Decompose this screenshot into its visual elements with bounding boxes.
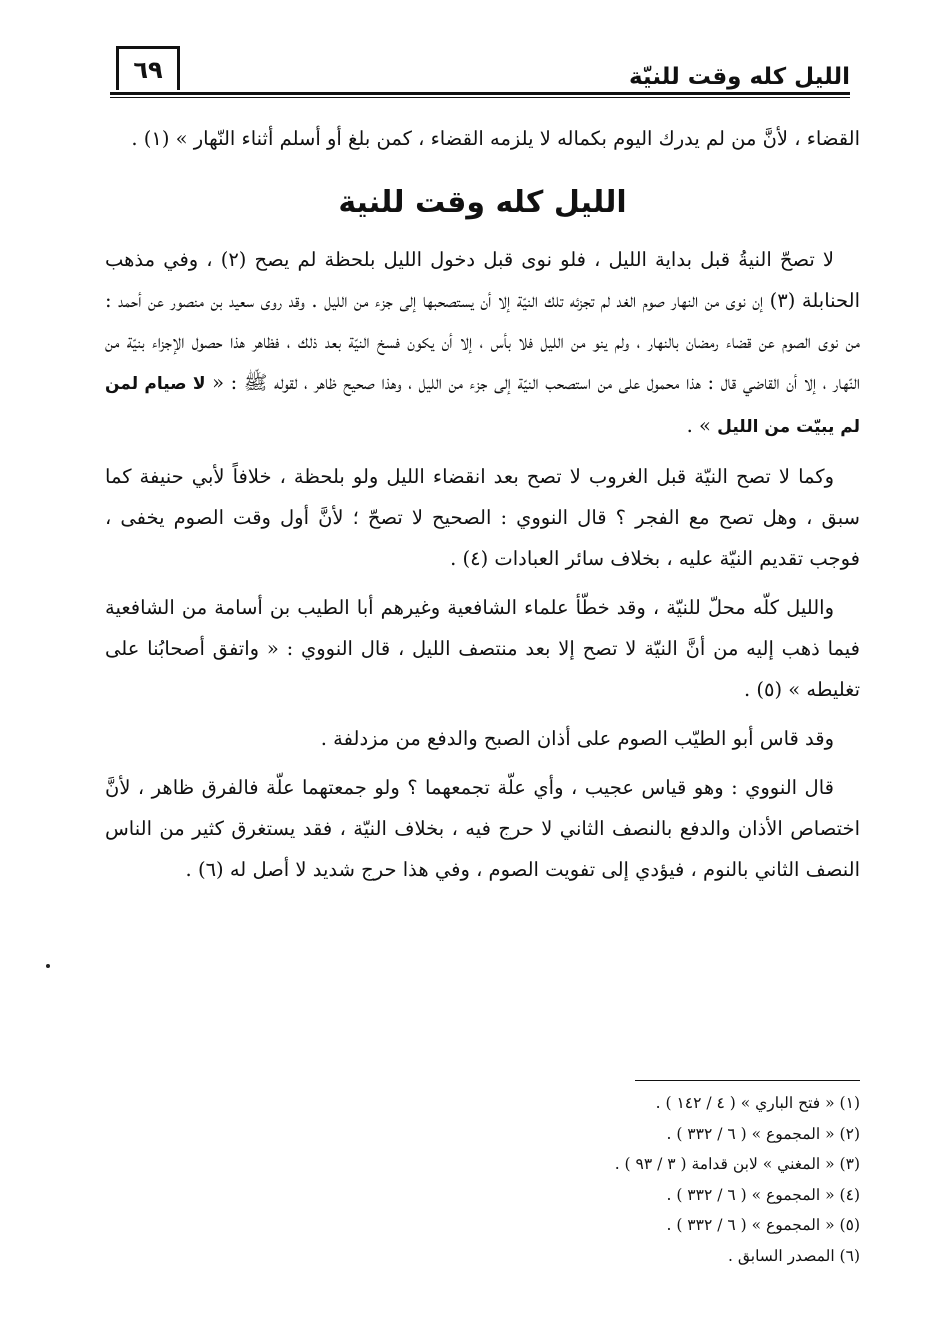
paragraph-5: قال النووي : وهو قياس عجيب ، وأي علّة تجمعهما ؟ ولو جمعتهما علّة فالفرق ظاهر ، لأنَّ اختصاص الأذان والدفع بالنصف الثاني لا حرج فيه ، بخلاف النيّة ، فقد يستغرق كثير من الناس النصف الثاني بالنوم ، فيؤدي إلى تفويت الصوم ، وفي هذا حرج شديد لا أصل له (٦) . <box>105 776 860 881</box>
footnote-item: (٤) « المجموع » ( ٦ / ٣٣٢ ) . <box>666 1185 860 1204</box>
footnotes <box>300 1088 860 1271</box>
paragraph-4: وقد قاس أبو الطيّب الصوم على أذان الصبح والدفع من مزدلفة . <box>320 727 834 750</box>
running-title: الليل كله وقت للنيّة <box>628 64 850 90</box>
paragraph-1 <box>105 239 860 448</box>
paragraph-3: والليل كلّه محلّ للنيّة ، وقد خطّأ علماء الشافعية وغيرهم أبا الطيب بن أسامة من الشافعية فيما ذهب إليه من أنَّ النيّة لا تصح إلا بعد منتصف الليل ، قال النووي : « واتفق أصحابُنا على تغليطه » (٥) . <box>105 596 860 701</box>
page-number: ٦٩ <box>133 55 163 84</box>
footnote-item: (٢) « المجموع » ( ٦ / ٣٣٢ ) . <box>666 1124 860 1143</box>
continuation-paragraph: القضاء ، لأنَّ من لم يدرك اليوم بكماله لا يلزمه القضاء ، كمن بلغ أو أسلم أثناء النّهار » (١) . <box>131 127 860 150</box>
footnote-rule <box>635 1080 860 1081</box>
page-number-box <box>116 46 180 90</box>
header-rule <box>110 92 850 98</box>
hadith-quote: لا صيام لمن لم يبيّت من الليل <box>105 374 860 437</box>
scan-speck <box>46 964 50 968</box>
footnote-item: (١) « فتح الباري » ( ٤ / ١٤٢ ) . <box>655 1094 860 1112</box>
paragraph-2: وكما لا تصح النيّة قبل الغروب لا تصح بعد انقضاء الليل ولو بلحظة ، خلافاً لأبي حنيفة كما سبق ، وهل تصح مع الفجر ؟ قال النووي : الصحيح لا تصحّ ؛ لأنَّ أول وقت الصوم يخفى ، فوجب تقديم النيّة عليه ، بخلاف سائر العبادات (٤) . <box>105 465 860 570</box>
paragraph-1-end: » . <box>686 414 711 437</box>
footnote-item: (٦) المصدر السابق . <box>727 1246 860 1265</box>
paragraph-1-text: لا تصحّ النيةُ قبل بداية الليل ، فلو نوى قبل دخول الليل بلحظة لم يصح (٢) ، وفي مذهب الحنابلة (٣) إن نوى من النهار صوم الغد لم تجزئه تلك النيّة إلا أن يستصحبها إلى جزء من الليل . وقد روى سعيد بن منصور عن أحمد : من نوى الصوم عن قضاء رمضان بالنهار ، ولم ينو من الليل فلا بأس ، إلا أن يكون فسخ النيّة بعد ذلك ، فظاهر هذا حصول الإجزاء بنيّة من النّهار ، إلا أن القاضي قال : هذا محمول على من استصحب النيّة إلى جزء من الليل ، وهذا صحيح ظاهر ، لقوله ﷺ : « <box>105 248 861 394</box>
body-text <box>105 118 860 898</box>
footnote-item: (٣) « المغني » لابن قدامة ( ٣ / ٩٣ ) . <box>614 1155 860 1173</box>
section-title: الليل كله وقت للنية <box>338 185 627 220</box>
footnote-item: (٥) « المجموع » ( ٦ / ٣٣٢ ) . <box>666 1216 860 1234</box>
page-header <box>110 42 850 100</box>
